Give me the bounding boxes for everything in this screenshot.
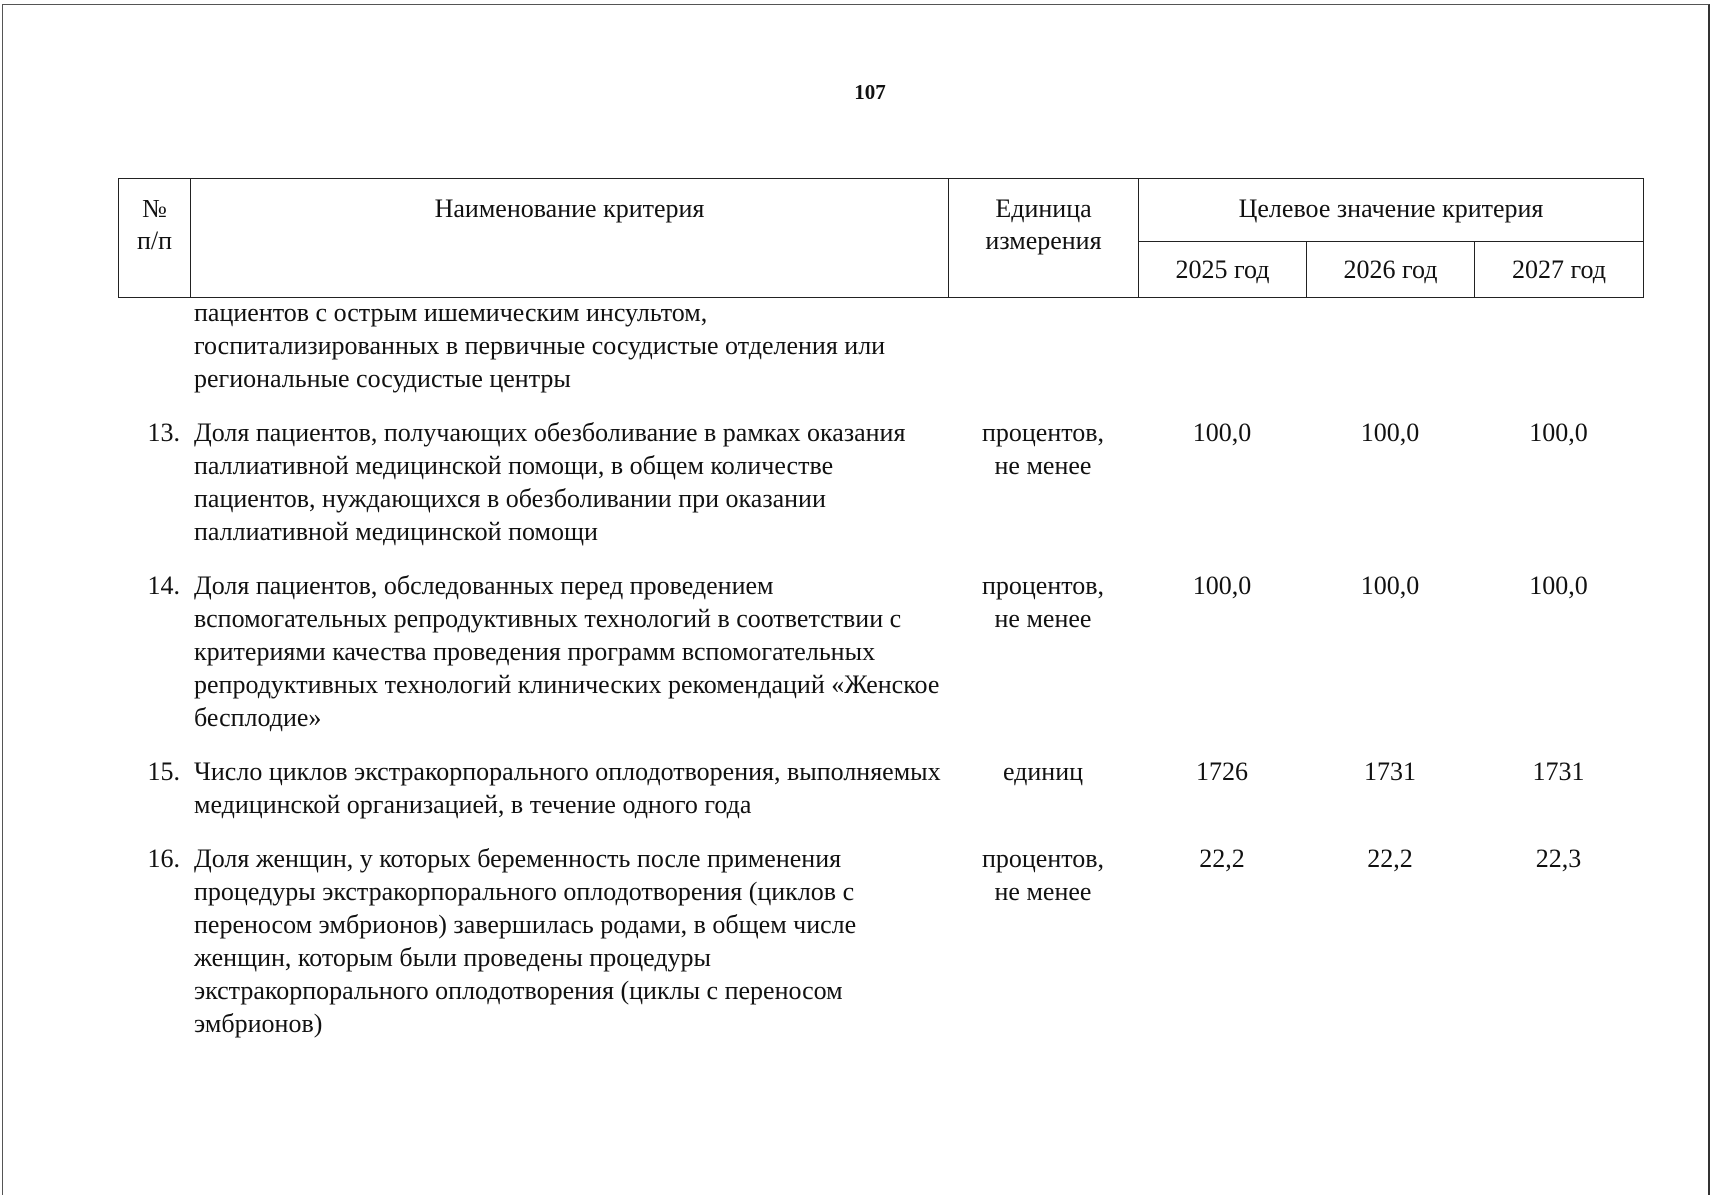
row-value-2026: 22,2 bbox=[1367, 844, 1413, 873]
row-value-2026: 1731 bbox=[1364, 757, 1416, 786]
header-number-text: № п/п bbox=[136, 194, 173, 255]
header-unit-text: Единица измерения bbox=[985, 194, 1102, 255]
header-year-2026: 2026 год bbox=[1307, 242, 1475, 298]
row-value-2027: 1731 bbox=[1532, 757, 1585, 786]
row-number: 14. bbox=[147, 571, 180, 600]
row-unit bbox=[948, 569, 1138, 734]
page-number: 107 bbox=[854, 80, 886, 104]
row-unit: единиц bbox=[1002, 757, 1084, 786]
table-row bbox=[118, 296, 1643, 395]
row-unit bbox=[948, 416, 1138, 548]
row-unit-text: процентов, не менее bbox=[981, 571, 1105, 633]
row-criterion-name: Число циклов экстракорпорального оплодотворения, выполняемых медицинской организацией, в течение одного года bbox=[194, 757, 941, 819]
header-criterion-name: Наименование критерия bbox=[191, 179, 949, 298]
header-number bbox=[119, 179, 191, 298]
row-unit-text: процентов, не менее bbox=[981, 418, 1105, 480]
row-value-2027: 22,3 bbox=[1535, 844, 1582, 873]
row-number: 15. bbox=[147, 757, 180, 786]
row-value-2025: 100,0 bbox=[1192, 571, 1252, 600]
table-row bbox=[118, 416, 1643, 548]
table-row bbox=[118, 569, 1643, 734]
row-value-2026 bbox=[1306, 296, 1474, 395]
header-target-value: Целевое значение критерия bbox=[1139, 179, 1644, 242]
row-criterion-name: Доля пациентов, получающих обезболивание в рамках оказания паллиативной медицинской помощи, в общем количестве пациентов, нуждающихся в обезболивании при оказании паллиативной медицинской помощи bbox=[194, 418, 906, 546]
row-value-2025: 100,0 bbox=[1192, 418, 1252, 447]
table-row bbox=[118, 755, 1643, 821]
row-value-2026: 100,0 bbox=[1360, 571, 1420, 600]
header-year-2027: 2027 год bbox=[1475, 242, 1644, 298]
row-unit bbox=[948, 842, 1138, 1040]
table-row bbox=[118, 842, 1643, 1040]
row-value-2025: 22,2 bbox=[1199, 844, 1245, 873]
row-unit bbox=[948, 296, 1138, 395]
table-header bbox=[118, 178, 1644, 298]
row-value-2027: 100,0 bbox=[1529, 418, 1588, 447]
table-body bbox=[118, 296, 1643, 1040]
header-unit bbox=[949, 179, 1139, 298]
row-value-2027: 100,0 bbox=[1529, 571, 1588, 600]
header-year-2025: 2025 год bbox=[1139, 242, 1307, 298]
row-value-2025: 1726 bbox=[1196, 757, 1248, 786]
row-number: 16. bbox=[147, 844, 180, 873]
row-value-2026: 100,0 bbox=[1360, 418, 1420, 447]
row-number: 13. bbox=[147, 418, 180, 447]
row-value-2027 bbox=[1474, 296, 1643, 395]
row-criterion-name: Доля пациентов, обследованных перед проведением вспомогательных репродуктивных технологий в соответствии с критериями качества проведения программ вспомогательных репродуктивных технологий клинических рекомендаций «Женское бесплодие» bbox=[194, 571, 940, 732]
row-value-2025 bbox=[1138, 296, 1306, 395]
row-unit-text: процентов, не менее bbox=[981, 844, 1105, 906]
row-criterion-name: пациентов с острым ишемическим инсультом, госпитализированных в первичные сосудистые отделения или региональные сосудистые центры bbox=[194, 298, 886, 393]
row-criterion-name: Доля женщин, у которых беременность после применения процедуры экстракорпорального оплодотворения (циклов с переносом эмбрионов) завершилась родами, в общем числе женщин, которым были проведены процедуры экстракорпорального оплодотворения (циклы с переносом эмбрионов) bbox=[194, 844, 857, 1038]
row-number bbox=[118, 296, 188, 395]
